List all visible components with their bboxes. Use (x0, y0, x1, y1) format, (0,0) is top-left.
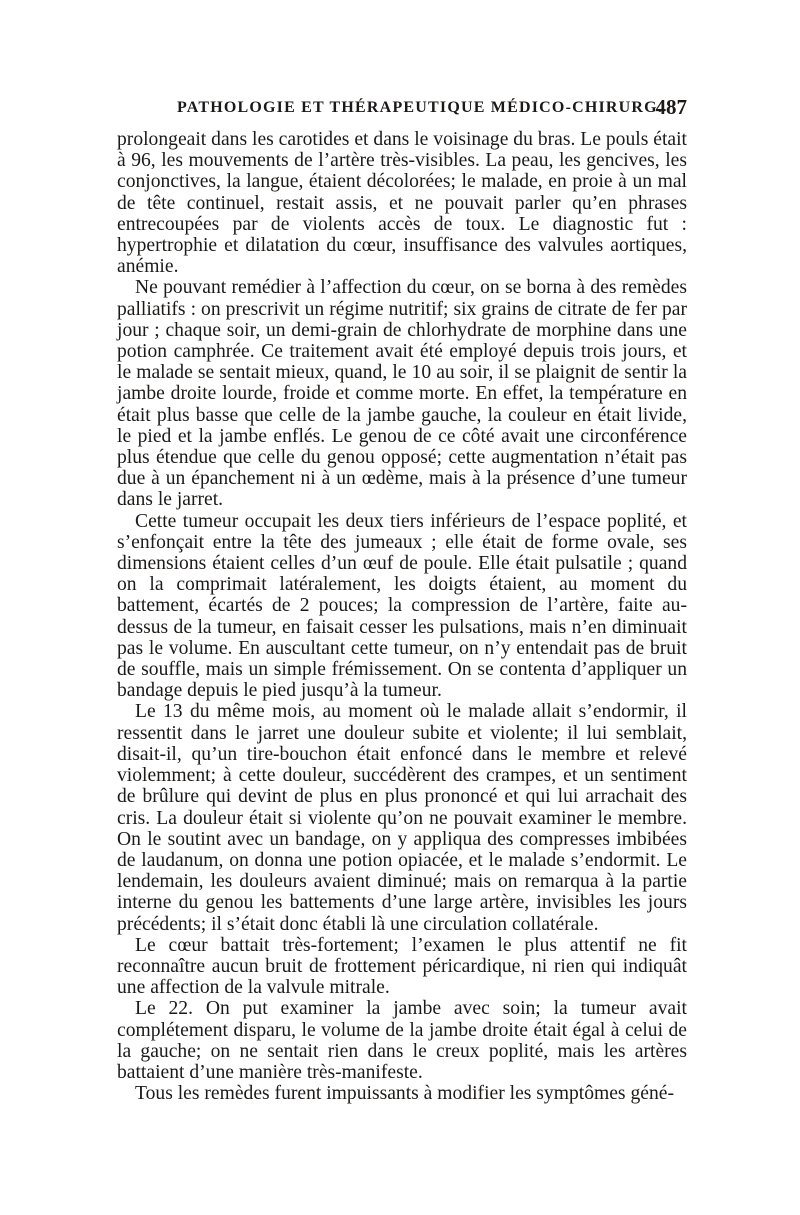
page-header (117, 97, 687, 125)
paragraph-treatment: Ne pouvant remédier à l’affection du cœur, on se borna à des remèdes palliatifs : on prescrivit un régime nutritif; six grains de citrate de fer par jour ; chaque soir, un demi-grain de chlorhydrate de morphine dans une potion camphrée. Ce traitement avait été employé depuis trois jours, et le malade se sentait mieux, quand, le 10 au soir, il se plaignit de sentir la jambe droite lourde, froide et comme morte. En effet, la température en était plus basse que celle de la jambe gauche, la couleur en était livide, le pied et la jambe enflés. Le genou de ce côté avait une circonférence plus étendue que celle du genou opposé; cette augmentation n’était pas due à un épanchement ni à un œdème, mais à la présence d’une tumeur dans le jarret. (117, 277, 687, 511)
paragraph-follow-up: Le 22. On put examiner la jambe avec soin; la tumeur avait complétement disparu, le volume de la jambe droite était égal à celui de la gauche; on ne sentait rien dans le creux poplité, mais les artères battaient d’une manière très-manifeste. (117, 998, 687, 1083)
paragraph-pain: Le 13 du même mois, au moment où le malade allait s’endormir, il ressentit dans le jarret une douleur subite et violente; il lui semblait, disait-il, qu’un tire-bouchon était enfoncé dans le membre et relevé violemment; à cette douleur, succédèrent des crampes, et un sentiment de brûlure qui devint de plus en plus prononcé et qui lui arrachait des cris. La douleur était si violente qu’on ne pouvait examiner le membre. On le soutint avec un bandage, on y appliqua des compresses imbibées de laudanum, on donna une potion opiacée, et le malade s’endormit. Le lendemain, les douleurs avaient diminué; mais on remarqua à la partie interne du genou les battements d’une large artère, invisibles les jours précédents; il s’était donc établi là une circulation collatérale. (117, 701, 687, 935)
paragraph-tumor: Cette tumeur occupait les deux tiers inférieurs de l’espace poplité, et s’enfonçait entre la tête des jumeaux ; elle était de forme ovale, ses dimensions étaient celles d’un œuf de poule. Elle était pulsatile ; quand on la comprimait latéralement, les doigts étaient, au moment du battement, écartés de 2 pouces; la compression de l’artère, faite au-dessus de la tumeur, en faisait cesser les pulsations, mais n’en diminuait pas le volume. En auscultant cette tumeur, on n’y entendait pas de bruit de souffle, mais un simple frémissement. On se contenta d’appliquer un bandage depuis le pied jusqu’à la tumeur. (117, 510, 687, 702)
paragraph-continuation: prolongeait dans les carotides et dans le voisinage du bras. Le pouls était à 96, les mouvements de l’artère très-visibles. La peau, les gencives, les conjonctives, la langue, étaient décolorées; le malade, en proie à un mal de tête continuel, restait assis, et ne pouvait parler qu’en phrases entrecoupées par de violents accès de toux. Le diagnostic fut : hypertrophie et dilatation du cœur, insuffisance des valvules aortiques, anémie. (117, 129, 687, 278)
paragraph-heart: Le cœur battait très-fortement; l’examen le plus attentif ne fit reconnaître aucun bruit de frottement péricardique, ni rien qui indiquât une affection de la valvule mitrale. (117, 934, 687, 999)
running-title: PATHOLOGIE ET THÉRAPEUTIQUE MÉDICO-CHIRURG. (177, 99, 664, 116)
body-text (117, 129, 687, 1104)
paragraph-remedies: Tous les remèdes furent impuissants à modifier les symptômes géné- (135, 1083, 674, 1105)
page-number: 487 (655, 95, 687, 119)
